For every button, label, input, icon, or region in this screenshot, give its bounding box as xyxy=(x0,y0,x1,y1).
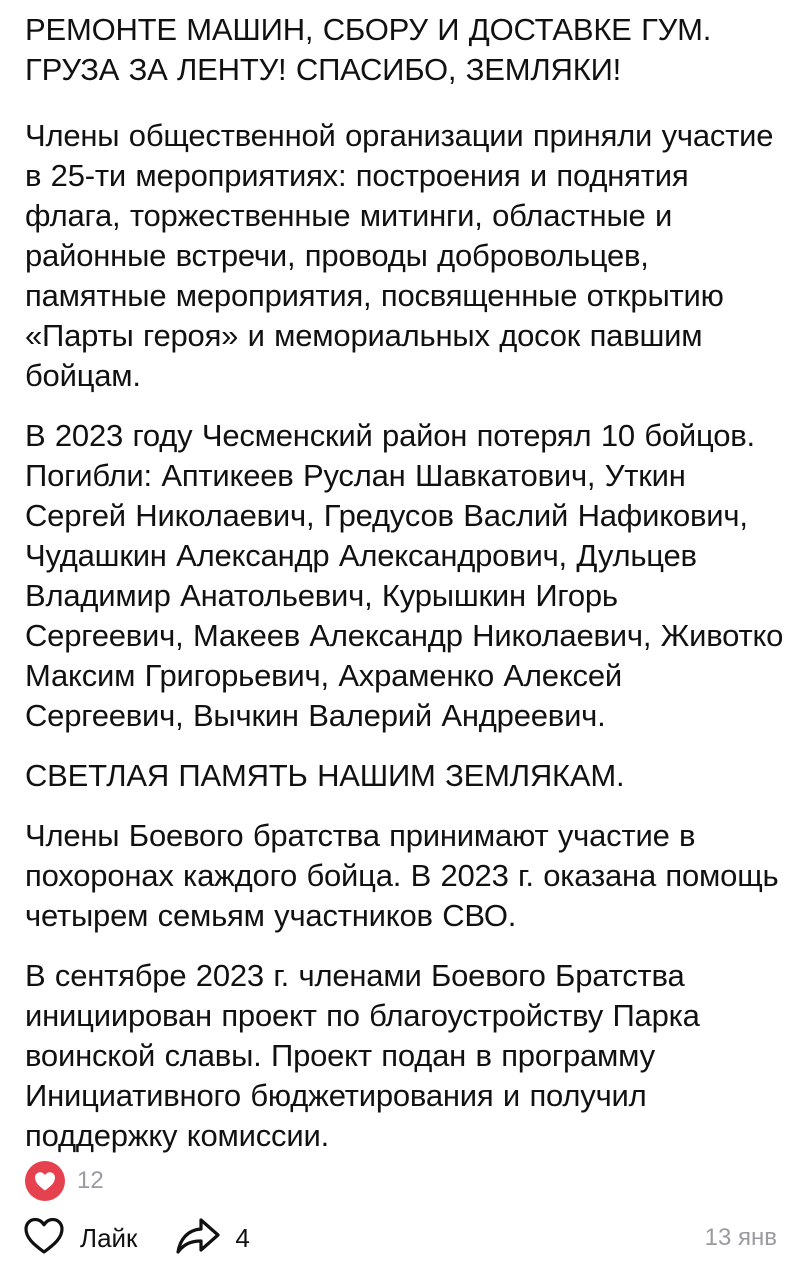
heart-outline-icon xyxy=(22,1216,66,1261)
post-paragraph: В 2023 году Чесменский район потерял 10 бойцов. Погибли: Аптикеев Руслан Шавкатович, Уткин Сергей Николаевич, Гредусов Васлий Нафикович, Чудашкин Александр Александрович, Дульцев Владимир Анатольевич, Курышкин Игорь Сергеевич, Макеев Александр Николаевич, Животко Максим Григорьевич, Ахраменко Алексей Сергеевич, Вычкин Валерий Андреевич. xyxy=(25,418,784,733)
heart-icon xyxy=(25,1161,65,1201)
post-paragraph: Члены Боевого братства принимают участие в похоронах каждого бойца. В 2023 г. оказана помощь четырем семьям участников СВО. xyxy=(25,818,779,933)
like-label: Лайк xyxy=(80,1222,138,1253)
post-paragraph: РЕМОНТЕ МАШИН, СБОРУ И ДОСТАВКЕ ГУМ. ГРУЗА ЗА ЛЕНТУ! СПАСИБО, ЗЕМЛЯКИ! xyxy=(25,12,712,87)
post-text xyxy=(25,10,785,1176)
post-paragraph: СВЕТЛАЯ ПАМЯТЬ НАШИМ ЗЕМЛЯКАМ. xyxy=(25,758,625,793)
share-arrow-icon xyxy=(175,1216,221,1261)
post-paragraph: Члены общественной организации приняли участие в 25-ти мероприятиях: построения и поднятия флага, торжественные митинги, областные и районные встречи, проводы добровольцев, памятные мероприятия, посвященные открытию «Парты героя» и мемориальных досок павшим бойцам. xyxy=(25,118,774,393)
post-paragraph: В сентябре 2023 г. членами Боевого Братства инициирован проект по благоустройству Парка воинской славы. Проект подан в программу Инициативного бюджетирования и получил поддержку комиссии. xyxy=(25,958,700,1153)
like-button[interactable] xyxy=(22,1216,137,1261)
post-actions-bar xyxy=(22,1216,777,1260)
post-date[interactable]: 13 янв xyxy=(704,1224,777,1251)
share-count: 4 xyxy=(235,1222,250,1253)
reactions-summary[interactable] xyxy=(25,1161,104,1201)
reaction-count: 12 xyxy=(77,1167,104,1194)
share-button[interactable] xyxy=(175,1216,249,1261)
